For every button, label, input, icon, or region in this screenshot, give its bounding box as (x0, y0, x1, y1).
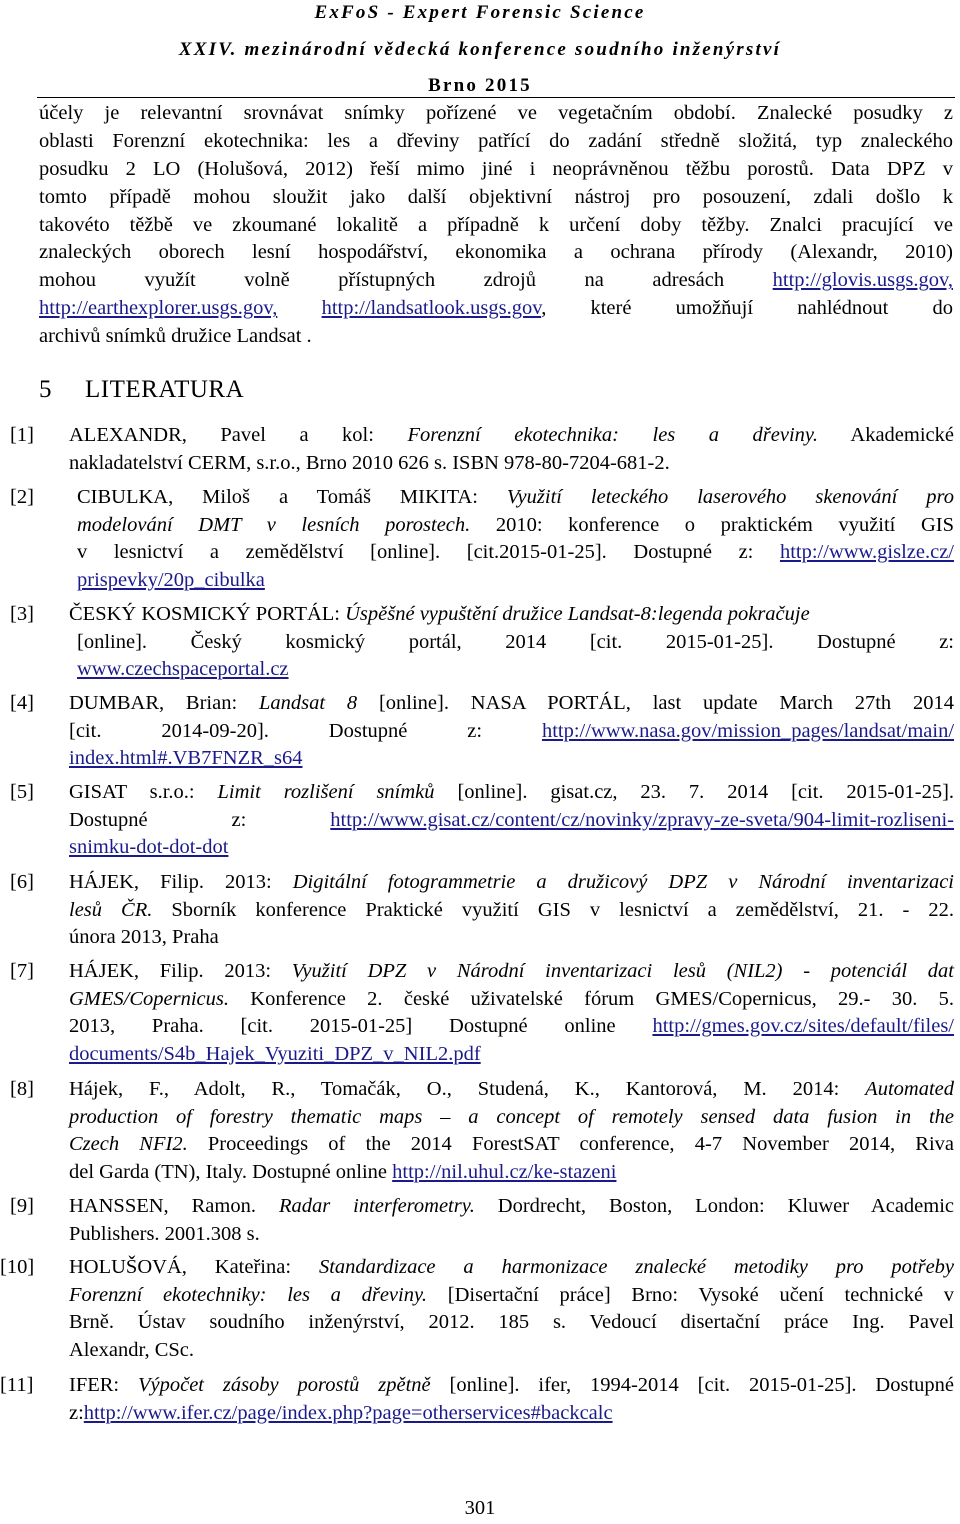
section-heading (39, 376, 244, 404)
italic-title: Czech NFI2. (69, 1133, 188, 1155)
intro-paragraph (39, 100, 953, 351)
ref-line (69, 690, 954, 718)
text-line (39, 267, 953, 295)
reference-text (69, 1254, 954, 1364)
reference-number: [6] (10, 871, 34, 893)
text-fragment: z: (69, 1401, 84, 1424)
ifer-link[interactable]: http://www.ifer.cz/page/index.php?page=otherservices#backcalc (83, 1401, 613, 1424)
ref-line (69, 807, 954, 835)
text-fragment: [online]. ifer, 1994-2014 [cit. 2015-01-25]. Dostupné (449, 1374, 954, 1396)
conference-title: ExFoS - Expert Forensic Science (314, 2, 646, 23)
text-fragment: Sborník konference Praktické využití GIS v lesnictví a zemědělství, 21. - 22. (171, 898, 954, 921)
reference-text (69, 1076, 954, 1186)
text-line: takovéto těžbě ve zkoumané lokalitě a případně k určení doby těžby. Znalci pracující ve (39, 213, 953, 236)
gmes-link-cont[interactable]: documents/S4b_Hajek_Vyuziti_DPZ_v_NIL2.pdf (69, 1042, 481, 1065)
reference-text (69, 958, 954, 1068)
ref-line: [online]. Český kosmický portál, 2014 [cit. 2015-01-25]. Dostupné z: (77, 630, 954, 653)
text-fragment: Konference 2. české uživatelské fórum GMES/Copernicus, 29.- 30. 5. (250, 987, 954, 1010)
ref-line: Publishers. 2001.308 s. (69, 1222, 260, 1245)
ref-line (77, 567, 954, 595)
ref-line (69, 1131, 954, 1159)
gislze-link-cont[interactable]: prispevky/20p_cibulka (77, 568, 265, 591)
nasa-link[interactable]: http://www.nasa.gov/mission_pages/landsat/main/ (541, 719, 955, 742)
text-fragment: DUMBAR, Brian: (69, 692, 238, 714)
ref-line (77, 539, 954, 567)
gisat-link-cont[interactable]: snimku-dot-dot-dot (69, 836, 229, 858)
reference-number: [4] (10, 692, 34, 714)
nasa-link-cont[interactable]: index.html#.VB7FNZR_s64 (69, 747, 303, 769)
text-fragment: 2013, Praha. [cit. 2015-01-25] Dostupné online (69, 1015, 616, 1037)
section-title: LITERATURA (85, 376, 245, 403)
text-fragment: [online]. NASA PORTÁL, last update March 27th 2014 (378, 692, 954, 714)
reference-number: [8] (10, 1078, 34, 1100)
italic-title: Limit rozlišení snímků (217, 781, 435, 803)
reference-text (69, 601, 954, 684)
italic-title: modelování DMT v lesních porostech. (77, 513, 471, 536)
text-fragment: Hájek, F., Adolt, R., Tomačák, O., Studená, K., Kantorová, M. 2014: (69, 1078, 840, 1100)
page-number: 301 (464, 1497, 496, 1519)
text-fragment: Akademické (850, 424, 954, 446)
text-line: archivů snímků družice Landsat . (39, 325, 312, 348)
text-line: účely je relevantní srovnávat snímky pořízené ve vegetačním období. Znalecké posudky z (39, 102, 953, 124)
ref-line (69, 1013, 954, 1041)
earthexplorer-link[interactable]: http://earthexplorer.usgs.gov, (39, 297, 278, 320)
ref-line (69, 1372, 954, 1400)
italic-title: Radar interferometry. (278, 1195, 475, 1217)
reference-number: [9] (10, 1195, 34, 1217)
ref-line (69, 958, 954, 986)
text-fragment: HOLUŠOVÁ, Kateřina: (69, 1256, 292, 1278)
ref-line: Brně. Ústav soudního inženýrství, 2012. 185 s. Vedoucí disertační práce Ing. Pavel (69, 1311, 954, 1333)
reference-text (69, 1372, 954, 1427)
reference-text (69, 690, 954, 773)
italic-title: Automated (865, 1078, 954, 1100)
text-fragment: HÁJEK, Filip. 2013: (69, 871, 272, 893)
text-fragment: CIBULKA, Miloš a Tomáš MIKITA: (77, 486, 478, 508)
section-number: 5 (39, 376, 52, 403)
czechspaceportal-link[interactable]: www.czechspaceportal.cz (77, 658, 289, 680)
ref-line (69, 1159, 954, 1187)
text-fragment: [online]. gisat.cz, 23. 7. 2014 [cit. 2015-01-25]. (457, 781, 955, 803)
italic-title: Forenzní ekotechniky: les a dřeviny. (69, 1283, 428, 1306)
ref-line (69, 1400, 954, 1428)
text-line: oblasti Forenzní ekotechnika: les a dřeviny patřící do zadání středně složitá, typ znaleckého (39, 129, 953, 152)
reference-number: [11] (0, 1374, 34, 1396)
text-fragment: GISAT s.r.o.: (69, 781, 195, 803)
ref-line (69, 1193, 954, 1221)
italic-title: Forenzní ekotechnika: les a dřeviny. (407, 424, 819, 446)
text-fragment: ČESKÝ KOSMICKÝ PORTÁL: (69, 603, 340, 625)
text-fragment: Dostupné z: (69, 808, 247, 831)
gislze-link[interactable]: http://www.gislze.cz/ (779, 541, 954, 563)
ref-line (69, 718, 954, 746)
italic-title: Využití leteckého laserového skenování pro (506, 486, 954, 508)
ref-line (69, 869, 954, 897)
text-fragment: del Garda (TN), Italy. Dostupné online (69, 1160, 388, 1183)
italic-title: Standardizace a harmonizace znalecké metodiky pro potřeby (318, 1256, 955, 1278)
reference-number: [1] (10, 424, 34, 446)
italic-title: Úspěšné vypuštění družice Landsat-8:legenda pokračuje (345, 603, 810, 625)
landsatlook-link[interactable]: http://landsatlook.usgs.gov (321, 297, 542, 320)
text-fragment: [Disertační práce] Brno: Vysoké učení technické v (447, 1283, 954, 1306)
italic-title: GMES/Copernicus. (69, 987, 229, 1010)
conference-place-year: Brno 2015 (428, 75, 532, 96)
text-fragment: HÁJEK, Filip. 2013: (69, 960, 272, 982)
reference-text (69, 1193, 954, 1248)
header-rule (37, 97, 955, 98)
ref-line (69, 897, 954, 925)
text-fragment: mohou využít volně přístupných zdrojů na adresách (39, 269, 725, 292)
italic-title: Využití DPZ v Národní inventarizaci lesů (NIL2) - potenciál dat (291, 960, 954, 982)
text-fragment: HANSSEN, Ramon. (69, 1195, 256, 1217)
ref-line (77, 656, 954, 684)
gisat-link[interactable]: http://www.gisat.cz/content/cz/novinky/zpravy-ze-sveta/904-limit-rozliseni- (330, 808, 955, 831)
ref-line (77, 512, 954, 540)
ref-line (69, 601, 954, 629)
italic-title: Landsat 8 (258, 692, 358, 714)
ref-line (69, 1104, 954, 1132)
ref-line (69, 745, 954, 773)
text-fragment: ALEXANDR, Pavel a kol: (69, 424, 374, 446)
gmes-link[interactable]: http://gmes.gov.cz/sites/default/files/ (652, 1015, 954, 1037)
italic-title: production of forestry thematic maps – a concept of remotely sensed data fusion in the (69, 1105, 954, 1128)
ref-line: února 2013, Praha (69, 926, 219, 948)
ref-line (69, 422, 954, 450)
ref-line: nakladatelství CERM, s.r.o., Brno 2010 626 s. ISBN 978-80-7204-681-2. (69, 451, 670, 474)
reference-number: [7] (10, 960, 34, 982)
text-fragment: IFER: (69, 1374, 120, 1396)
uhul-link[interactable]: http://nil.uhul.cz/ke-stazeni (392, 1160, 617, 1183)
ref-line: Alexandr, CSc. (69, 1338, 195, 1361)
reference-text (69, 869, 954, 952)
italic-title: Digitální fotogrammetrie a družicový DPZ v Národní inventarizaci (292, 871, 954, 893)
reference-number: [2] (10, 486, 34, 508)
text-line: tomto případě mohou sloužit jako další objektivní nástroj pro posouzení, zdali došlo k (39, 185, 953, 208)
text-fragment: Dordrecht, Boston, London: Kluwer Academic (497, 1195, 955, 1217)
ref-line (69, 779, 954, 807)
italic-title: lesů ČR. (69, 898, 153, 921)
reference-text (69, 779, 954, 862)
text-line (39, 295, 953, 323)
conference-subtitle: XXIV. mezinárodní vědecká konference soudního inženýrství (178, 39, 782, 60)
italic-title: Výpočet zásoby porostů zpětně (137, 1374, 431, 1396)
ref-line (69, 1076, 954, 1104)
reference-number: [10] (0, 1256, 35, 1278)
ref-line (69, 1254, 954, 1282)
text-fragment: [cit. 2014-09-20]. Dostupné z: (69, 719, 483, 742)
ref-line (69, 1282, 954, 1310)
text-fragment: v lesnictví a zemědělství [online]. [cit.2015-01-25]. Dostupné z: (77, 541, 754, 563)
reference-text (69, 422, 954, 477)
reference-number: [5] (10, 781, 34, 803)
ref-line (69, 834, 954, 862)
glovis-link[interactable]: http://glovis.usgs.gov, (772, 269, 953, 292)
text-fragment: 2010: konference o praktickém využití GIS (495, 513, 955, 536)
reference-text (77, 484, 954, 594)
ref-line (77, 484, 954, 512)
ref-line (69, 986, 954, 1014)
text-fragment: Proceedings of the 2014 ForestSAT conference, 4-7 November 2014, Riva (207, 1133, 955, 1155)
text-line: posudku 2 LO (Holušová, 2012) řeší mimo jiné i neoprávněnou těžbu porostů. Data DPZ v (39, 157, 953, 180)
text-fragment: , které umožňují nahlédnout do (541, 297, 953, 320)
text-line: znaleckých oborech lesní hospodářství, ekonomika a ochrana přírody (Alexandr, 2010) (39, 241, 953, 264)
ref-line (69, 1041, 954, 1069)
reference-number: [3] (10, 603, 34, 625)
